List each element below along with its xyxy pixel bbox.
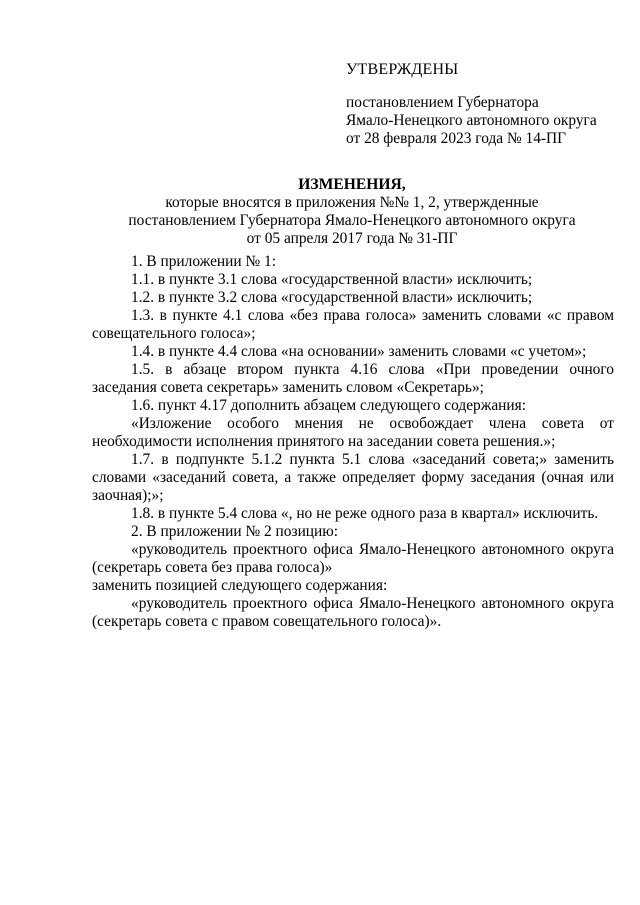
paragraph: 1.3. в пункте 4.1 слова «без права голоса» заменить словами «с правом совещательного голоса»;: [92, 307, 614, 342]
paragraph: «руководитель проектного офиса Ямало-Ненецкого автономного округа (секретарь совета с правом совещательного голоса)».: [92, 595, 614, 630]
paragraph: 1.6. пункт 4.17 дополнить абзацем следующего содержания:: [131, 397, 527, 414]
paragraph: 1.4. в пункте 4.4 слова «на основании» заменить словами «с учетом»;: [131, 343, 587, 360]
paragraph: 1.2. в пункте 3.2 слова «государственной власти» исключить;: [131, 289, 533, 306]
document-subtitle-line: от 05 апреля 2017 года № 31-ПГ: [246, 230, 458, 247]
approval-title: УТВЕРЖДЕНЫ: [346, 61, 459, 78]
document-subtitle-line: которые вносятся в приложения №№ 1, 2, утвержденные: [165, 194, 539, 211]
paragraph: 1.1. в пункте 3.1 слова «государственной власти» исключить;: [131, 271, 533, 288]
paragraph: «Изложение особого мнения не освобождает члена совета от необходимости исполнения принятого на заседании совета решения.»;: [92, 415, 614, 450]
approval-line: от 28 февраля 2023 года № 14-ПГ: [346, 130, 567, 147]
paragraph: «руководитель проектного офиса Ямало-Ненецкого автономного округа (секретарь совета без права голоса)»: [92, 541, 614, 576]
paragraph: 1.8. в пункте 5.4 слова «, но не реже одного раза в квартал» исключить.: [131, 505, 599, 522]
document-subtitle-line: постановлением Губернатора Ямало-Ненецкого автономного округа: [128, 212, 576, 229]
paragraph: 1.7. в подпункте 5.1.2 пункта 5.1 слова «заседаний совета;» заменить словами «заседаний совета, а также определяет форму заседания (очная или заочная);»;: [92, 451, 614, 504]
paragraph: 2. В приложении № 2 позицию:: [131, 523, 339, 540]
paragraph: 1. В приложении № 1:: [131, 253, 276, 270]
document-heading: [90, 176, 614, 248]
approval-line: постановлением Губернатора: [346, 94, 539, 111]
paragraph: заменить позицией следующего содержания:: [92, 577, 388, 594]
approval-block: [346, 60, 626, 148]
document-title: ИЗМЕНЕНИЯ,: [298, 176, 406, 193]
document-body: [92, 253, 614, 631]
paragraph: 1.5. в абзаце втором пункта 4.16 слова «При проведении очного заседания совета секретарь» заменить словом «Секретарь»;: [92, 361, 614, 396]
approval-line: Ямало-Ненецкого автономного округа: [346, 112, 597, 129]
